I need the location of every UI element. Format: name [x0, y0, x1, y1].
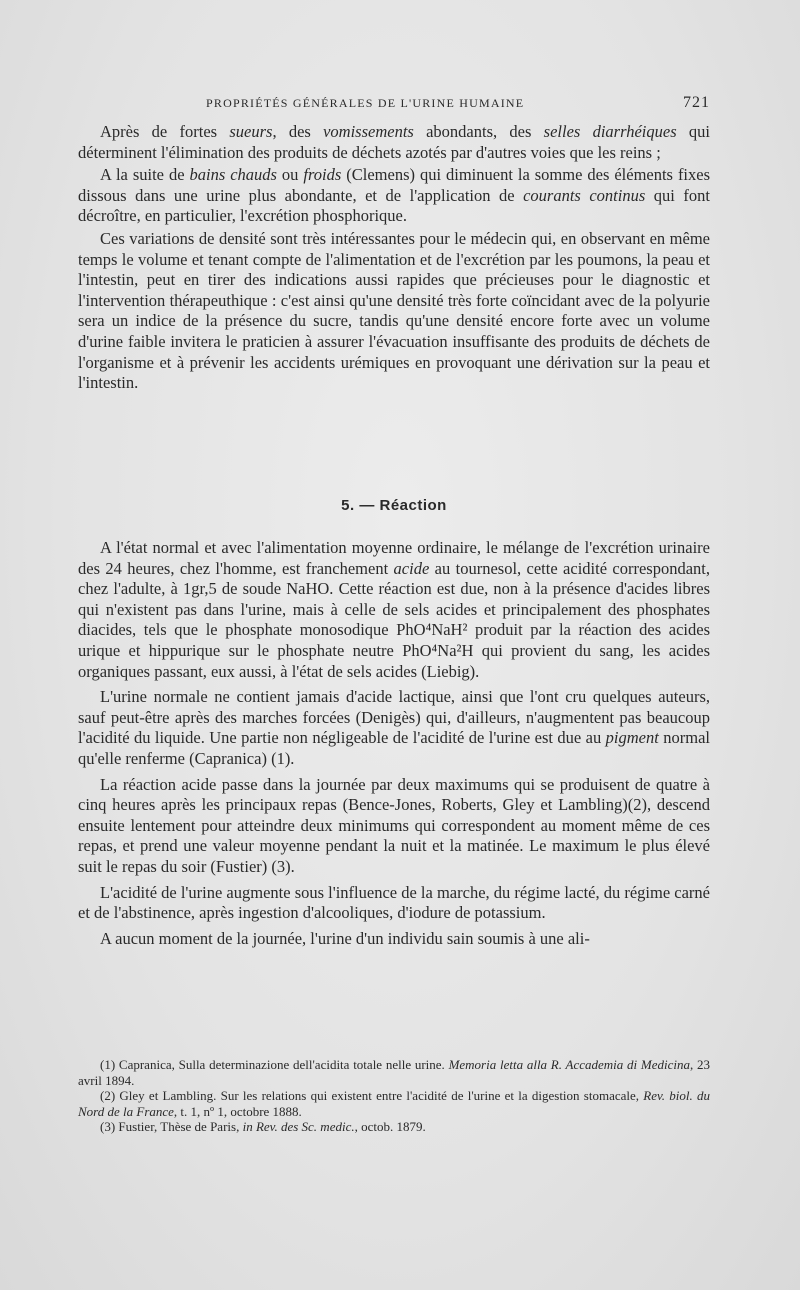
paragraph-acidity-increase: L'acidité de l'urine augmente sous l'influence de la marche, du régime lacté, du régime carné et de l'abstinence, après ingestion d'alcooliques, d'iodure de potassium. — [78, 882, 710, 923]
paragraph-lactic-acid: L'urine normale ne contient jamais d'acide lactique, ainsi que l'ont cru quelques auteurs, sauf peut-être après des marches forcées (Denigès) qui, d'ailleurs, n'augmentent pas beaucoup l'acidité du liquide. Une partie non négligeable de l'acidité de l'urine est due au pigment normal qu'elle renferme (Capranica) (1). — [78, 687, 710, 768]
paragraph-daily-maximums: La réaction acide passe dans la journée par deux maximums qui se produisent de quatre à cinq heures après les principaux repas (Bence-Jones, Roberts, Gley et Lambling)(2), descend ensuite lentement pour atteindre deux minimums qui correspondent au moment même de ces repas, et prend une valeur moyenne pendant la nuit et la matinée. Le maximum le plus élevé suit le repas du soir (Fustier) (3). — [78, 774, 710, 876]
footnotes — [78, 1057, 710, 1135]
page-header — [78, 92, 710, 118]
paragraph-density-variations: Ces variations de densité sont très intéressantes pour le médecin qui, en observant en même temps le volume et tenant compte de l'alimentation et de l'excrétion par les poumons, la peau et l'intestin, peut en tirer des indications aussi rapides que précieuses pour le diagnostic et l'intervention thérapeuthique : c'est ainsi qu'une densité très forte coïncidant avec de la polyurie sera un indice de la présence du sucre, tandis qu'une densité encore forte avec un volume d'urine faible invitera le praticien à assurer l'évacuation insuffisante des produits de déchets de l'organisme et à prévenir les accidents urémiques en provoquant une dérivation sur la peau et l'intestin. — [78, 228, 710, 393]
paragraph-sweat-vomit: Après de fortes sueurs, des vomissements abondants, des selles diarrhéiques qui déterminent l'élimination des produits de déchets azotés par d'autres voies que les reins ; — [78, 122, 710, 162]
paragraph-baths: A la suite de bains chauds ou froids (Clemens) qui diminuent la somme des éléments fixes dissous dans une urine plus abondante, et de l'application de courants continus qui font décroître, en particulier, l'excrétion phosphorique. — [78, 165, 711, 226]
footnote-2: (2) Gley et Lambling. Sur les relations qui existent entre l'acidité de l'urine et la digestion stomacale, Rev. biol. du Nord de la France, t. 1, nº 1, octobre 1888. — [78, 1088, 710, 1119]
intro-text-block — [78, 122, 710, 396]
running-head: PROPRIÉTÉS GÉNÉRALES DE L'URINE HUMAINE — [206, 96, 525, 110]
footnote-3: (3) Fustier, Thèse de Paris, in Rev. des Sc. medic., octob. 1879. — [100, 1119, 426, 1134]
page-number: 721 — [683, 94, 710, 111]
footnote-1: (1) Capranica, Sulla determinazione dell'acidita totale nelle urine. Memoria letta alla R. Accademia di Medicina, 23 avril 1894. — [78, 1057, 710, 1088]
section-heading-reaction: 5. — Réaction — [341, 497, 447, 514]
reaction-text-block — [78, 538, 710, 954]
paragraph-healthy-individual: A aucun moment de la journée, l'urine d'un individu sain soumis à une ali- — [100, 928, 590, 948]
paragraph-normal-state: A l'état normal et avec l'alimentation moyenne ordinaire, le mélange de l'excrétion urinaire des 24 heures, chez l'homme, est franchement acide au tournesol, cette acidité correspondant, chez l'adulte, à 1gr,5 de soude NaHO. Cette réaction est due, non à la présence d'acides libres qui n'existent pas dans l'urine, mais à celle de sels acides et principalement des phosphates diacides, tels que le phosphate monosodique PhO⁴NaH² produit par la réaction des acides urique et hippurique sur le phosphate neutre PhO⁴Na²H qui provient du sang, les acides organiques passant, eux aussi, à l'état de sels acides (Liebig). — [78, 538, 711, 681]
